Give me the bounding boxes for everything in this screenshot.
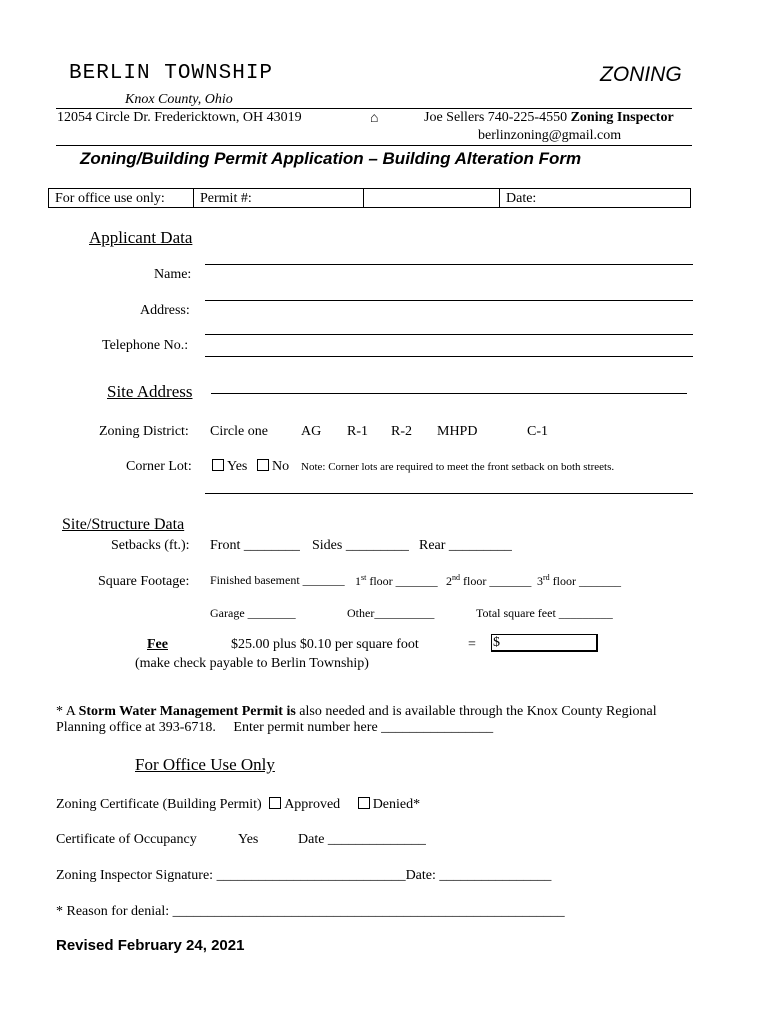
other-field[interactable]: Other__________: [347, 606, 435, 620]
total-sqft-field[interactable]: Total square feet _________: [476, 606, 613, 620]
occupancy-yes[interactable]: Yes: [238, 832, 259, 847]
fee-underline: [502, 650, 594, 651]
checkbox-icon[interactable]: [269, 797, 281, 809]
storm-water-line2[interactable]: Planning office at 393-6718. Enter permit number here ________________: [56, 720, 494, 735]
site-address-line[interactable]: [211, 393, 687, 394]
storm-water-line1: * A Storm Water Management Permit is also needed and is available through the Knox County Regional: [56, 704, 657, 719]
zoning-option-mhpd[interactable]: MHPD: [437, 424, 478, 439]
zoning-certificate-label: Zoning Certificate (Building Permit): [56, 797, 262, 812]
storm-water-bold: Storm Water Management Permit is: [78, 704, 296, 719]
zoning-option-r1[interactable]: R-1: [347, 424, 368, 439]
corner-lot-line[interactable]: [205, 493, 693, 494]
department-title: ZONING: [600, 63, 682, 86]
office-use-heading: For Office Use Only: [135, 755, 275, 774]
zoning-option-ag[interactable]: AG: [301, 424, 322, 439]
occupancy-label: Certificate of Occupancy: [56, 832, 197, 847]
fee-dollar: $: [493, 635, 500, 650]
checkbox-icon[interactable]: [257, 459, 269, 471]
structure-heading: Site/Structure Data: [62, 516, 185, 533]
applicant-heading: Applicant Data: [89, 228, 193, 247]
zoning-option-r2[interactable]: R-2: [391, 424, 412, 439]
circle-one-instruction: Circle one: [210, 424, 268, 439]
setback-rear[interactable]: Rear _________: [419, 538, 512, 553]
permit-number-field[interactable]: Permit #:: [194, 189, 364, 207]
house-icon: ⌂: [370, 109, 379, 125]
fee-equals: =: [468, 637, 476, 652]
first-floor-field[interactable]: 1st floor _______: [355, 573, 438, 588]
revision-date: Revised February 24, 2021: [56, 937, 245, 954]
telephone-label: Telephone No.:: [102, 338, 189, 353]
approved-option[interactable]: Approved: [269, 797, 340, 812]
occupancy-date[interactable]: Date ______________: [298, 832, 426, 847]
finished-basement-field[interactable]: Finished basement _______: [210, 573, 345, 587]
fee-note: (make check payable to Berlin Township): [135, 656, 369, 671]
zoning-district-label: Zoning District:: [99, 424, 189, 439]
checkbox-icon[interactable]: [358, 797, 370, 809]
second-floor-field[interactable]: 2nd floor _______: [446, 573, 532, 588]
corner-lot-no[interactable]: No: [257, 459, 289, 475]
header-rule-bottom: [56, 145, 692, 146]
name-line-top[interactable]: [205, 264, 693, 265]
inspector-contact: [424, 110, 674, 126]
fee-label: Fee: [147, 637, 168, 652]
checkbox-icon[interactable]: [212, 459, 224, 471]
setback-sides[interactable]: Sides _________: [312, 538, 409, 553]
corner-lot-yes[interactable]: Yes: [212, 459, 247, 475]
inspector-email[interactable]: berlinzoning@gmail.com: [478, 128, 622, 143]
setbacks-label: Setbacks (ft.):: [111, 538, 190, 553]
address-line-2[interactable]: [205, 334, 693, 335]
setback-front[interactable]: Front ________: [210, 538, 300, 553]
township-name: BERLIN TOWNSHIP: [69, 62, 274, 85]
garage-field[interactable]: Garage ________: [210, 606, 296, 620]
fee-amount: $25.00 plus $0.10 per square foot: [231, 637, 419, 652]
county-label: Knox County, Ohio: [125, 92, 233, 107]
office-use-label: For office use only:: [49, 189, 194, 207]
square-footage-label: Square Footage:: [98, 574, 190, 589]
site-address-heading: Site Address: [107, 382, 193, 401]
zoning-option-c1[interactable]: C-1: [527, 424, 548, 439]
office-address: 12054 Circle Dr. Fredericktown, OH 43019: [57, 110, 302, 125]
denial-reason-line[interactable]: * Reason for denial: ________________________________________________________: [56, 904, 565, 919]
inspector-signature-line[interactable]: Zoning Inspector Signature: ___________________________Date: ________________: [56, 868, 552, 883]
name-label: Name:: [154, 267, 192, 282]
office-use-table: [48, 188, 691, 208]
inspector-name-phone: Joe Sellers 740-225-4550: [424, 110, 568, 125]
corner-lot-note: Note: Corner lots are required to meet the front setback on both streets.: [301, 461, 615, 473]
telephone-line[interactable]: [205, 356, 693, 357]
address-line[interactable]: [205, 300, 693, 301]
blank-cell[interactable]: [364, 189, 500, 207]
address-label: Address:: [140, 303, 190, 318]
denied-option[interactable]: Denied*: [358, 797, 420, 812]
corner-lot-label: Corner Lot:: [126, 459, 192, 474]
form-title: Zoning/Building Permit Application – Building Alteration Form: [80, 149, 582, 168]
inspector-title: Zoning Inspector: [570, 110, 674, 125]
office-date-field[interactable]: Date:: [506, 191, 537, 206]
third-floor-field[interactable]: 3rd floor _______: [537, 573, 621, 588]
zoning-certificate-row: [56, 797, 420, 813]
